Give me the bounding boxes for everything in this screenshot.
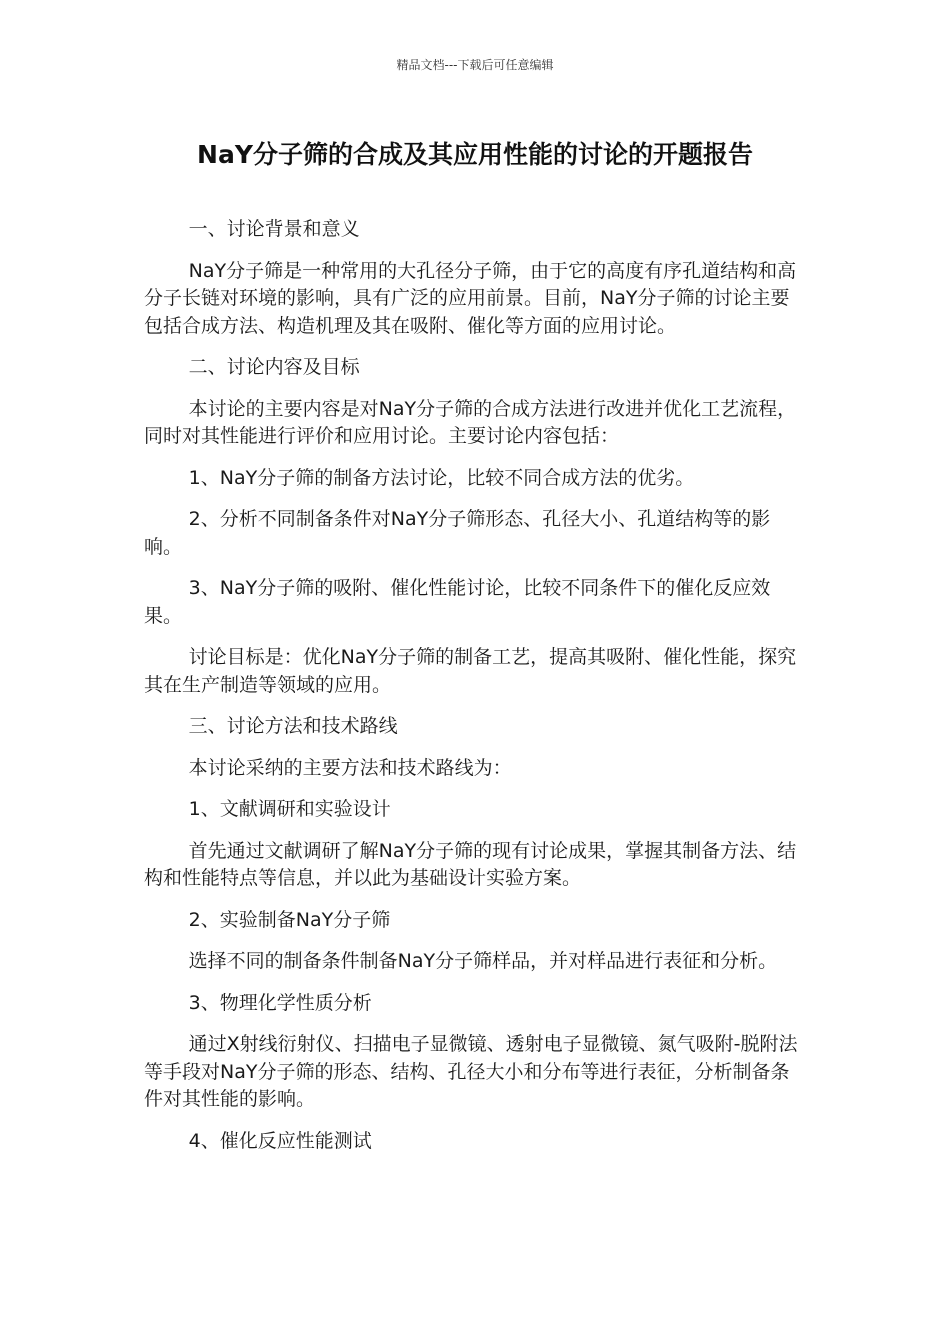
paragraph-method-2: 选择不同的制备条件制备NaY分子筛样品，并对样品进行表征和分析。	[188, 950, 778, 972]
paragraph-method-1: 首先通过文献调研了解NaY分子筛的现有讨论成果，掌握其制备方法、结构和性能特点等信息，并以此为基础设计实验方案。	[144, 839, 797, 889]
paragraph-method-3: 通过X射线衍射仪、扫描电子显微镜、透射电子显微镜、氮气吸附-脱附法等手段对NaY分子筛的形态、结构、孔径大小和分布等进行表征，分析制备条件对其性能的影响。	[144, 1033, 798, 1110]
page-header: 精品文档---下载后可任意编辑	[396, 58, 554, 72]
paragraph-background: NaY分子筛是一种常用的大孔径分子筛，由于它的高度有序孔道结构和高分子长链对环境的影响，具有广泛的应用前景。目前，NaY分子筛的讨论主要包括合成方法、构造机理及其在吸附、催化等方面的应用讨论。	[144, 259, 797, 337]
section-heading-background: 一、讨论背景和意义	[188, 218, 360, 240]
section-heading-content-goals: 二、讨论内容及目标	[188, 356, 360, 378]
paragraph-methods-intro: 本讨论采纳的主要方法和技术路线为：	[188, 756, 512, 779]
list-item-content-2: 2、分析不同制备条件对NaY分子筛形态、孔径大小、孔道结构等的影响。	[144, 508, 771, 558]
document-title: NaY分子筛的合成及其应用性能的讨论的开题报告	[197, 140, 753, 169]
section-heading-methods: 三、讨论方法和技术路线	[188, 715, 398, 737]
list-item-content-3: 3、NaY分子筛的吸附、催化性能讨论，比较不同条件下的催化反应效果。	[144, 577, 771, 627]
document-body	[144, 216, 808, 1169]
subheading-method-4: 4、催化反应性能测试	[188, 1129, 372, 1152]
subheading-method-3: 3、物理化学性质分析	[188, 991, 372, 1014]
paragraph-content-intro: 本讨论的主要内容是对NaY分子筛的合成方法进行改进并优化工艺流程，同时对其性能进行评价和应用讨论。主要讨论内容包括：	[144, 397, 797, 447]
list-item-content-1: 1、NaY分子筛的制备方法讨论，比较不同合成方法的优劣。	[188, 466, 695, 489]
subheading-method-2: 2、实验制备NaY分子筛	[188, 908, 391, 931]
paragraph-goals: 讨论目标是：优化NaY分子筛的制备工艺，提高其吸附、催化性能，探究其在生产制造等领域的应用。	[144, 646, 797, 696]
subheading-method-1: 1、文献调研和实验设计	[188, 798, 391, 820]
